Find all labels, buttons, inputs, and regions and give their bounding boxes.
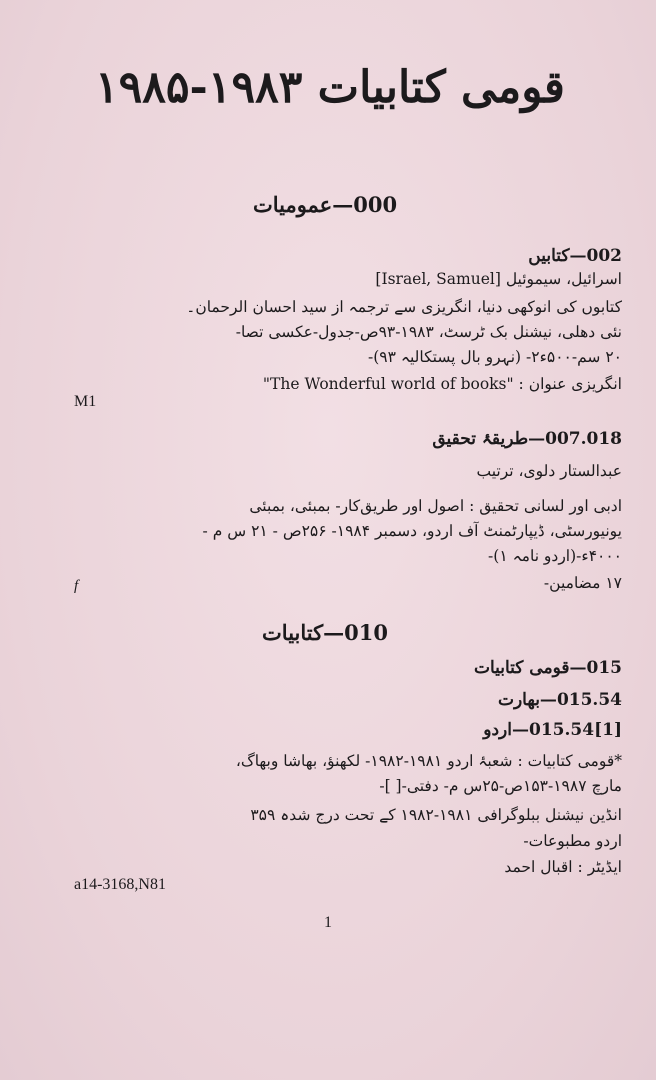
editor-line: ایڈیٹر : اقبال احمد: [504, 858, 622, 876]
entry-text-line: ادبی اور لسانی تحقیق : اصول اور طریق‌کار- بمبئی، بمبئی: [249, 497, 622, 515]
entry-text-line: ۴۰۰۰ء-(اردو نامہ ۱)-: [488, 547, 622, 565]
section-heading-010: 010—کتابیات: [262, 620, 388, 645]
subject-heading-015-54: 015.54—بھارت: [497, 690, 622, 710]
entry-text-line: مارچ ۱۹۸۷-۱۵۳ص-۲۵س م- دفتی-[ ]-: [379, 777, 622, 795]
marginal-mark: f: [74, 578, 79, 594]
subject-heading-015: 015—قومی کتابیات: [473, 658, 622, 678]
entry-text-line: *قومی کتابیات : شعبۂ اردو ۱۹۸۱-۱۹۸۲- لکھنؤ، بھاشا وبھاگ،: [235, 752, 622, 770]
classmark: a14-3168,N81: [74, 876, 166, 893]
entry-text-line: اردو مطبوعات-: [523, 832, 622, 850]
entry-text-line: کتابوں کی انوکھی دنیا، انگریزی سے ترجمہ از سید احسان الرحمان۔: [186, 298, 622, 316]
author-line: اسرائیل، سیموئیل [Israel, Samuel]: [375, 270, 622, 288]
subject-heading-002: 002—کتابیں: [528, 246, 622, 266]
classmark: M1: [74, 393, 97, 410]
entry-text-line: یونیورسٹی، ڈیپارٹمنٹ آف اردو، دسمبر ۱۹۸۴- ۲۵۶ص - ۲۱ س م -: [202, 522, 622, 540]
entry-text-line: ۱۷ مضامین-: [543, 574, 622, 592]
page-title: قومی کتابیات ۱۹۸۳-۱۹۸۵: [95, 62, 565, 113]
subject-heading-015-54-1: [1]015.54—اردو: [483, 720, 622, 740]
entry-text-line: نئی دھلی، نیشنل بک ٹرسٹ، ۱۹۸۳-۹۳ص-جدول-عکسی تصا-: [235, 323, 622, 341]
english-title-line: انگریزی عنوان : "The Wonderful world of books": [262, 375, 622, 393]
author-line: عبدالستار دلوی، ترتیب: [476, 462, 622, 480]
section-heading-000: 000—عمومیات: [252, 192, 398, 217]
entry-text-line: ۲۰ سم-۵۰۰ء۲- (نہرو بال پستکالیہ ۹۳)-: [368, 348, 622, 366]
entry-text-line: انڈین نیشنل ببلوگرافی ۱۹۸۱-۱۹۸۲ کے تحت درج شدہ ۳۵۹: [250, 806, 622, 824]
page-number: 1: [324, 914, 332, 931]
subject-heading-007: 007.018—طریقۂ تحقیق: [432, 429, 622, 449]
